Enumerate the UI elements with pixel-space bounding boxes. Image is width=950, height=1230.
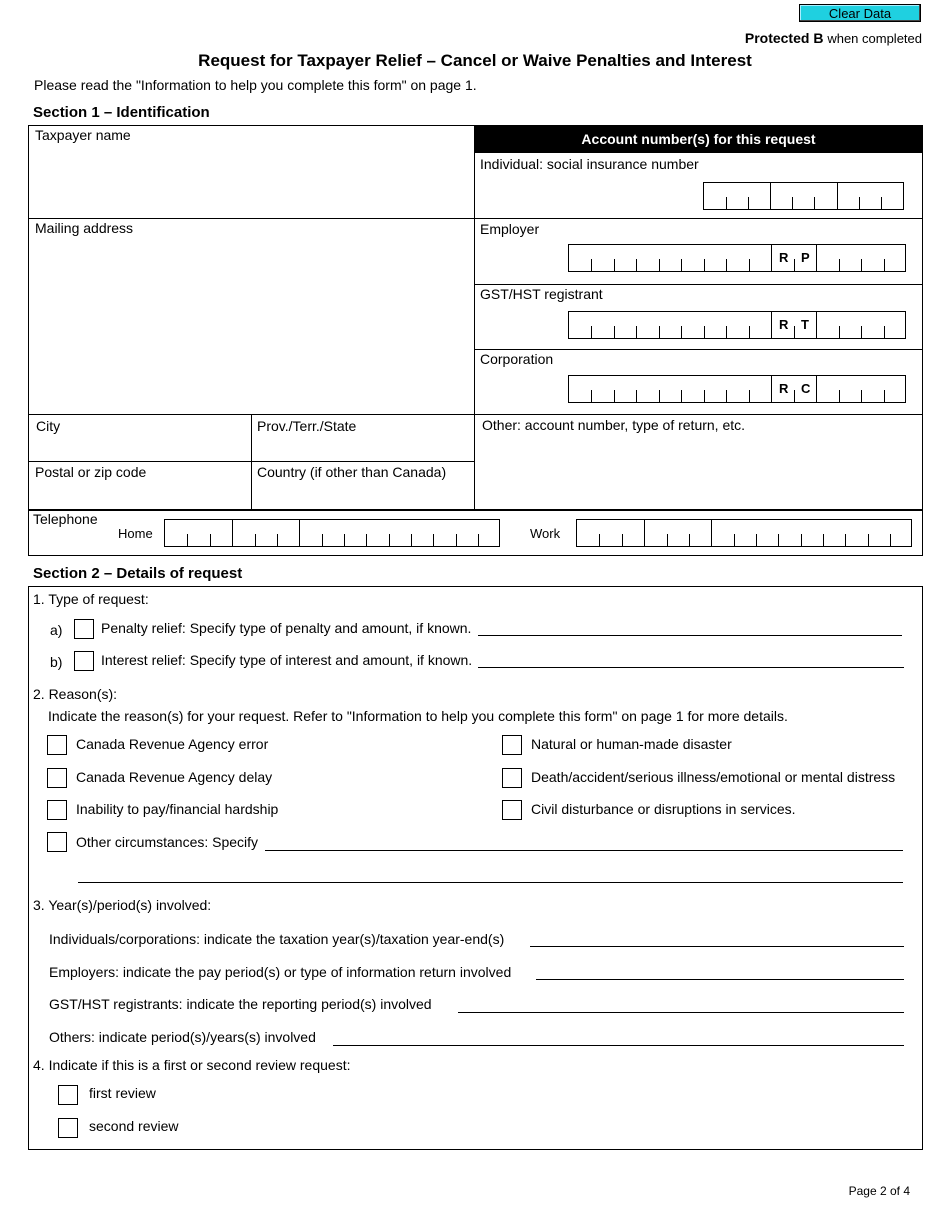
interest-relief-letter: b) <box>50 654 63 670</box>
divider <box>474 284 923 285</box>
penalty-relief-label: Penalty relief: Specify type of penalty and amount, if known. <box>101 620 472 636</box>
reason-label: Natural or human-made disaster <box>531 736 732 752</box>
taxation-year-field[interactable] <box>530 946 904 947</box>
telephone-label: Telephone <box>33 511 98 527</box>
sin-label: Individual: social insurance number <box>480 156 699 172</box>
page-title: Request for Taxpayer Relief – Cancel or Waive Penalties and Interest <box>198 51 752 70</box>
reason-other-checkbox[interactable] <box>47 832 67 852</box>
reason-label: Death/accident/serious illness/emotional or mental distress <box>531 769 896 785</box>
divider <box>474 349 923 350</box>
rc-prefix-r: R <box>779 381 789 396</box>
divider <box>28 509 923 511</box>
divider <box>251 414 252 510</box>
reasons-label: 2. Reason(s): <box>33 686 118 702</box>
second-review-checkbox[interactable] <box>58 1118 78 1138</box>
divider <box>28 218 474 219</box>
corporation-label: Corporation <box>480 351 554 367</box>
taxpayer-name-label: Taxpayer name <box>35 127 131 143</box>
interest-relief-field[interactable] <box>478 667 904 668</box>
other-circumstances-field-line2[interactable] <box>78 882 903 883</box>
sin-input[interactable] <box>703 182 904 210</box>
protected-label <box>745 30 922 46</box>
reason-label: Canada Revenue Agency error <box>76 736 269 752</box>
review-request-label: 4. Indicate if this is a first or second review request: <box>33 1057 351 1073</box>
period-label: Individuals/corporations: indicate the taxation year(s)/taxation year-end(s) <box>49 931 505 947</box>
protected-suffix: when completed <box>827 31 922 46</box>
reason-label: Civil disturbance or disruptions in services. <box>531 801 796 817</box>
intro-text: Please read the "Information to help you complete this form" on page 1. <box>34 77 477 93</box>
section2-heading: Section 2 – Details of request <box>33 565 243 582</box>
reason-label: Canada Revenue Agency delay <box>76 769 273 785</box>
province-label: Prov./Terr./State <box>257 418 357 434</box>
account-numbers-header: Account number(s) for this request <box>475 126 922 153</box>
interest-relief-checkbox[interactable] <box>74 651 94 671</box>
corporation-account-input[interactable] <box>568 375 906 403</box>
country-label: Country (if other than Canada) <box>257 464 447 480</box>
taxpayer-name-field[interactable] <box>29 145 473 217</box>
employer-account-input[interactable] <box>568 244 906 272</box>
other-period-field[interactable] <box>333 1045 904 1046</box>
reason-inability-to-pay-checkbox[interactable] <box>47 800 67 820</box>
reporting-period-field[interactable] <box>458 1012 904 1013</box>
second-review-label: second review <box>89 1118 179 1134</box>
reasons-instructions: Indicate the reason(s) for your request. Refer to "Information to help you complete this form" on page 1 for more details. <box>48 708 788 724</box>
reason-cra-delay-checkbox[interactable] <box>47 768 67 788</box>
work-label: Work <box>530 526 561 541</box>
period-label: Employers: indicate the pay period(s) or type of information return involved <box>49 964 512 980</box>
years-periods-label: 3. Year(s)/period(s) involved: <box>33 897 212 913</box>
home-label: Home <box>118 526 153 541</box>
reason-label: Inability to pay/financial hardship <box>76 801 279 817</box>
gst-hst-account-input[interactable] <box>568 311 906 339</box>
first-review-label: first review <box>89 1085 156 1101</box>
mailing-address-label: Mailing address <box>35 220 134 236</box>
reason-civil-disturbance-checkbox[interactable] <box>502 800 522 820</box>
other-account-label: Other: account number, type of return, etc. <box>482 417 746 433</box>
other-account-field[interactable] <box>476 436 921 508</box>
rc-prefix-c: C <box>801 381 811 396</box>
protected-level: Protected B <box>744 30 824 46</box>
rp-prefix-r: R <box>779 250 789 265</box>
city-label: City <box>36 418 61 434</box>
postal-code-label: Postal or zip code <box>35 464 147 480</box>
work-phone-input[interactable] <box>576 519 912 547</box>
divider <box>474 125 475 510</box>
rt-prefix-r: R <box>779 317 789 332</box>
home-phone-input[interactable] <box>164 519 500 547</box>
other-circumstances-field[interactable] <box>265 850 903 851</box>
reason-illness-checkbox[interactable] <box>502 768 522 788</box>
reason-label: Other circumstances: Specify <box>76 834 259 850</box>
rt-prefix-t: T <box>801 317 809 332</box>
mailing-address-field[interactable] <box>29 238 473 413</box>
period-label: Others: indicate period(s)/years(s) involved <box>49 1029 316 1045</box>
rp-prefix-p: P <box>801 250 810 265</box>
divider <box>474 218 923 219</box>
penalty-relief-letter: a) <box>50 622 63 638</box>
interest-relief-label: Interest relief: Specify type of interest and amount, if known. <box>101 652 473 668</box>
reason-cra-error-checkbox[interactable] <box>47 735 67 755</box>
pay-period-field[interactable] <box>536 979 904 980</box>
page-number: Page 2 of 4 <box>848 1184 910 1198</box>
type-of-request-label: 1. Type of request: <box>33 591 149 607</box>
reason-disaster-checkbox[interactable] <box>502 735 522 755</box>
employer-label: Employer <box>480 221 540 237</box>
period-label: GST/HST registrants: indicate the reporting period(s) involved <box>49 996 432 1012</box>
penalty-relief-checkbox[interactable] <box>74 619 94 639</box>
clear-data-button[interactable]: Clear Data <box>799 4 921 22</box>
section1-heading: Section 1 – Identification <box>33 104 210 121</box>
penalty-relief-field[interactable] <box>478 635 902 636</box>
first-review-checkbox[interactable] <box>58 1085 78 1105</box>
divider <box>28 414 923 415</box>
gst-hst-label: GST/HST registrant <box>480 286 603 302</box>
